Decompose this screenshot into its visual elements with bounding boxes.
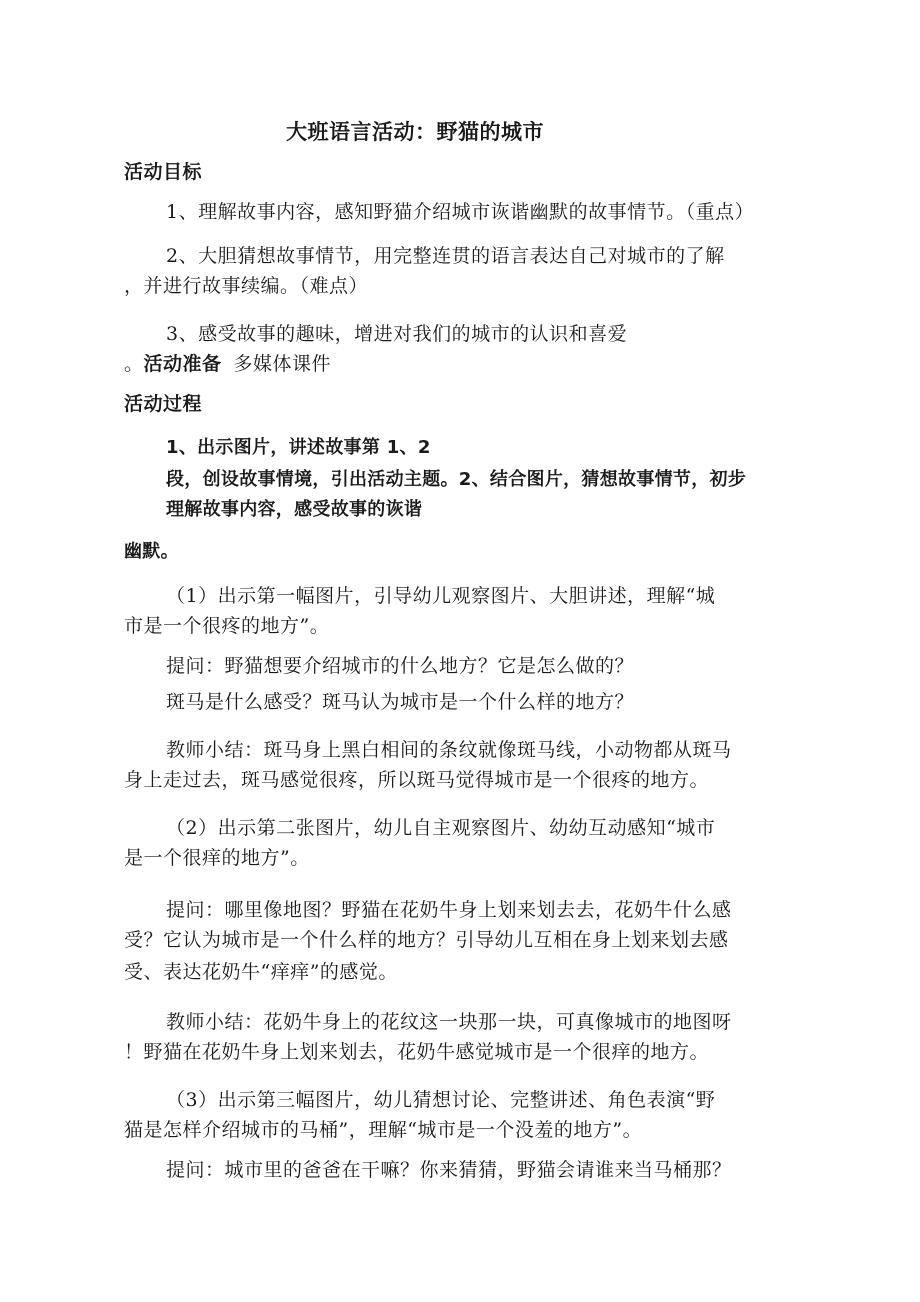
question-2-line-3: 受、表达花奶牛“痒痒”的感觉。 <box>124 961 398 983</box>
prep-line <box>124 352 331 376</box>
para-1-line-1: （1）出示第一幅图片，引导幼儿观察图片、大胆讲述，理解“城 <box>166 585 716 607</box>
goal-item-2-line-1: 2、大胆猜想故事情节，用完整连贯的语言表达自己对城市的了解 <box>166 245 725 267</box>
summary-2-line-2: ！野猫在花奶牛身上划来划去，花奶牛感觉城市是一个很痒的地方。 <box>124 1041 710 1063</box>
prep-value: 多媒体课件 <box>233 353 332 375</box>
para-3-line-1: （3）出示第三幅图片，幼儿猜想讨论、完整讲述、角色表演“野 <box>166 1089 716 1111</box>
goals-heading: 活动目标 <box>124 161 203 183</box>
para-3-line-2: 猫是怎样介绍城市的马桶”，理解“城市是一个没羞的地方”。 <box>124 1119 643 1141</box>
para-2-line-2: 是一个很痒的地方”。 <box>124 847 310 869</box>
summary-1-line-1: 教师小结：斑马身上黑白相间的条纹就像斑马线，小动物都从斑马 <box>166 739 732 761</box>
para-2-line-1: （2）出示第二张图片，幼儿自主观察图片、幼幼互动感知“城市 <box>166 817 716 839</box>
summary-1-line-2: 身上走过去，斑马感觉很疼，所以斑马觉得城市是一个很疼的地方。 <box>124 769 710 791</box>
question-1: 提问：野猫想要介绍城市的什么地方？它是怎么做的？ <box>166 655 635 677</box>
process-step-line-1: 1、出示图片，讲述故事第 1、2 <box>166 437 431 458</box>
question-2-line-2: 受？它认为城市是一个什么样的地方？引导幼儿互相在身上划来划去感 <box>124 929 729 951</box>
question-3: 提问：城市里的爸爸在干嘛？你来猜猜，野猫会请谁来当马桶那？ <box>166 1159 732 1181</box>
process-step-line-4: 幽默。 <box>124 541 179 562</box>
prep-prefix: 。 <box>124 353 144 375</box>
prep-label: 活动准备 <box>143 353 222 375</box>
question-2-line-1: 提问：哪里像地图？野猫在花奶牛身上划来划去去，花奶牛什么感 <box>166 899 732 921</box>
para-1-line-2: 市是一个很疼的地方”。 <box>124 615 330 637</box>
process-step-line-3: 理解故事内容，感受故事的诙谐 <box>166 499 423 520</box>
process-heading: 活动过程 <box>124 393 203 415</box>
process-step-line-2: 段，创设故事情境，引出活动主题。2、结合图片，猜想故事情节，初步 <box>166 469 747 490</box>
goal-item-1: 1、理解故事内容，感知野猫介绍城市诙谐幽默的故事情节。（重点） <box>166 201 755 223</box>
question-1b: 斑马是什么感受？斑马认为城市是一个什么样的地方？ <box>166 691 635 713</box>
summary-2-line-1: 教师小结：花奶牛身上的花纹这一块那一块，可真像城市的地图呀 <box>166 1011 732 1033</box>
document-title: 大班语言活动：野猫的城市 <box>286 120 544 144</box>
goal-item-3-line-1: 3、感受故事的趣味，增进对我们的城市的认识和喜爱 <box>166 323 628 345</box>
goal-item-2-line-2: ，并进行故事续编。（难点） <box>124 275 369 297</box>
